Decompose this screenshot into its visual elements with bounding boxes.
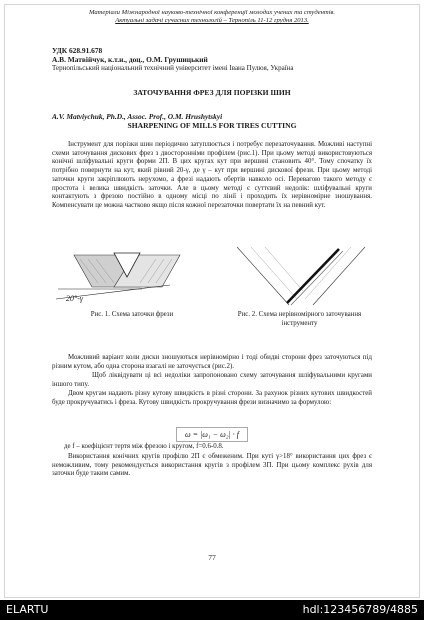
page-number: 77 — [208, 553, 216, 562]
udk-code: УДК 628.91.678 — [52, 46, 103, 55]
affiliation: Тернопільський національний технічний університет імені Івана Пулюя, Україна — [52, 64, 294, 72]
footer-handle-link[interactable]: hdl:123456789/4885 — [302, 603, 418, 616]
paragraph-2: Можливий варіант коли диски зношуються нерівномірно і тоді обидві сторони фрез заточуються під різним кутом, або одна сторона взагалі не заточується (рис.2). — [52, 354, 372, 370]
paragraph-1: Інструмент для порізки шин періодично затуплюється і потребує перезаточування. Можливі наступні схеми заточування дискових фрез з двосторонніми профілем (рис.1). При цьому методі використовуються конічні шліфувальні круги форми 2П. В цих кругах кут при вершині становить 40°. Тому спочатку їх потрібно повернути на кут, який рівний 20-γ, де γ – кут при вершині дискової фрези. При цьому методі заточки круги закріплюють нерухомо, а фрезі надають обертів навколо осі. Перевагою такого методу є простота і велика швидкість заточки. Але в цьому методі є суттєвий недолік: шліфувальні круги контактують з фрезою постійно в одному місці по лінії і проходить їх нерівномірне зношування. Компенсувати це можна частково якщо після кожної перезаточки повертати їх на певний кут. — [52, 141, 372, 209]
paragraph-5: Використання конічних кругів профілю 2П є обмеженим. При куті γ>18° використання цих фрез є неможливим, тому рекомендується використання кругів з профілем 3П. При цьому комплекс рухів для заточки буде таким самим. — [52, 453, 372, 478]
figure-2-drawing — [227, 245, 372, 307]
paragraph-4: Двом кругам надають різну кутову швидкість в різні сторони. За рахунок різних кутових швидкостей буде прокручуватись і фреза. Кутову швидкість прокручування фрези визначимо за формулою: — [52, 390, 372, 406]
formula-box: ω = |ω₁ − ω₂| · f — [176, 427, 248, 442]
angle-label: 20°-γ — [66, 294, 84, 303]
figure-1-drawing — [52, 245, 202, 307]
title-english: SHARPENING OF MILLS FOR TIRES CUTTING — [127, 121, 297, 130]
figures-row — [52, 245, 372, 340]
authors-ukrainian: А.В. Матвійчук, к.т.н., доц., О.М. Грушицький — [52, 55, 208, 64]
formula — [0, 427, 424, 442]
figure-2-caption: Рис. 2. Схема нерівномірного заточування інструменту — [237, 311, 362, 327]
tool-blade — [287, 249, 339, 303]
running-head-line2: Актуальні задачі сучасних технологій – Тернопіль 11-12 грудня 2013. — [115, 17, 309, 24]
viewer-footer-bar — [0, 600, 424, 620]
authors-english: A.V. Matviychuk, Ph.D., Assoc. Prof., O.M. Hrushytskyi — [52, 112, 223, 121]
paragraph-3: Щоб ліквідувати ці всі недоліки запропоновано схему заточування шліфувальними кругами іншого типу. — [52, 372, 372, 388]
footer-repository-name: ELARTU — [6, 603, 49, 616]
running-head-line1: Матеріали Міжнародної науково-технічної конференції молодих учених та студентів. — [88, 9, 336, 16]
title-ukrainian: ЗАТОЧУВАННЯ ФРЕЗ ДЛЯ ПОРІЗКИ ШИН — [133, 88, 291, 97]
formula-explanation: де f – коефіцієнт тертя між фрезою і кругом, f=0.6-0.8. — [64, 443, 224, 450]
running-head — [40, 9, 384, 25]
figure-1-caption: Рис. 1. Схема заточки фрези — [90, 311, 174, 318]
